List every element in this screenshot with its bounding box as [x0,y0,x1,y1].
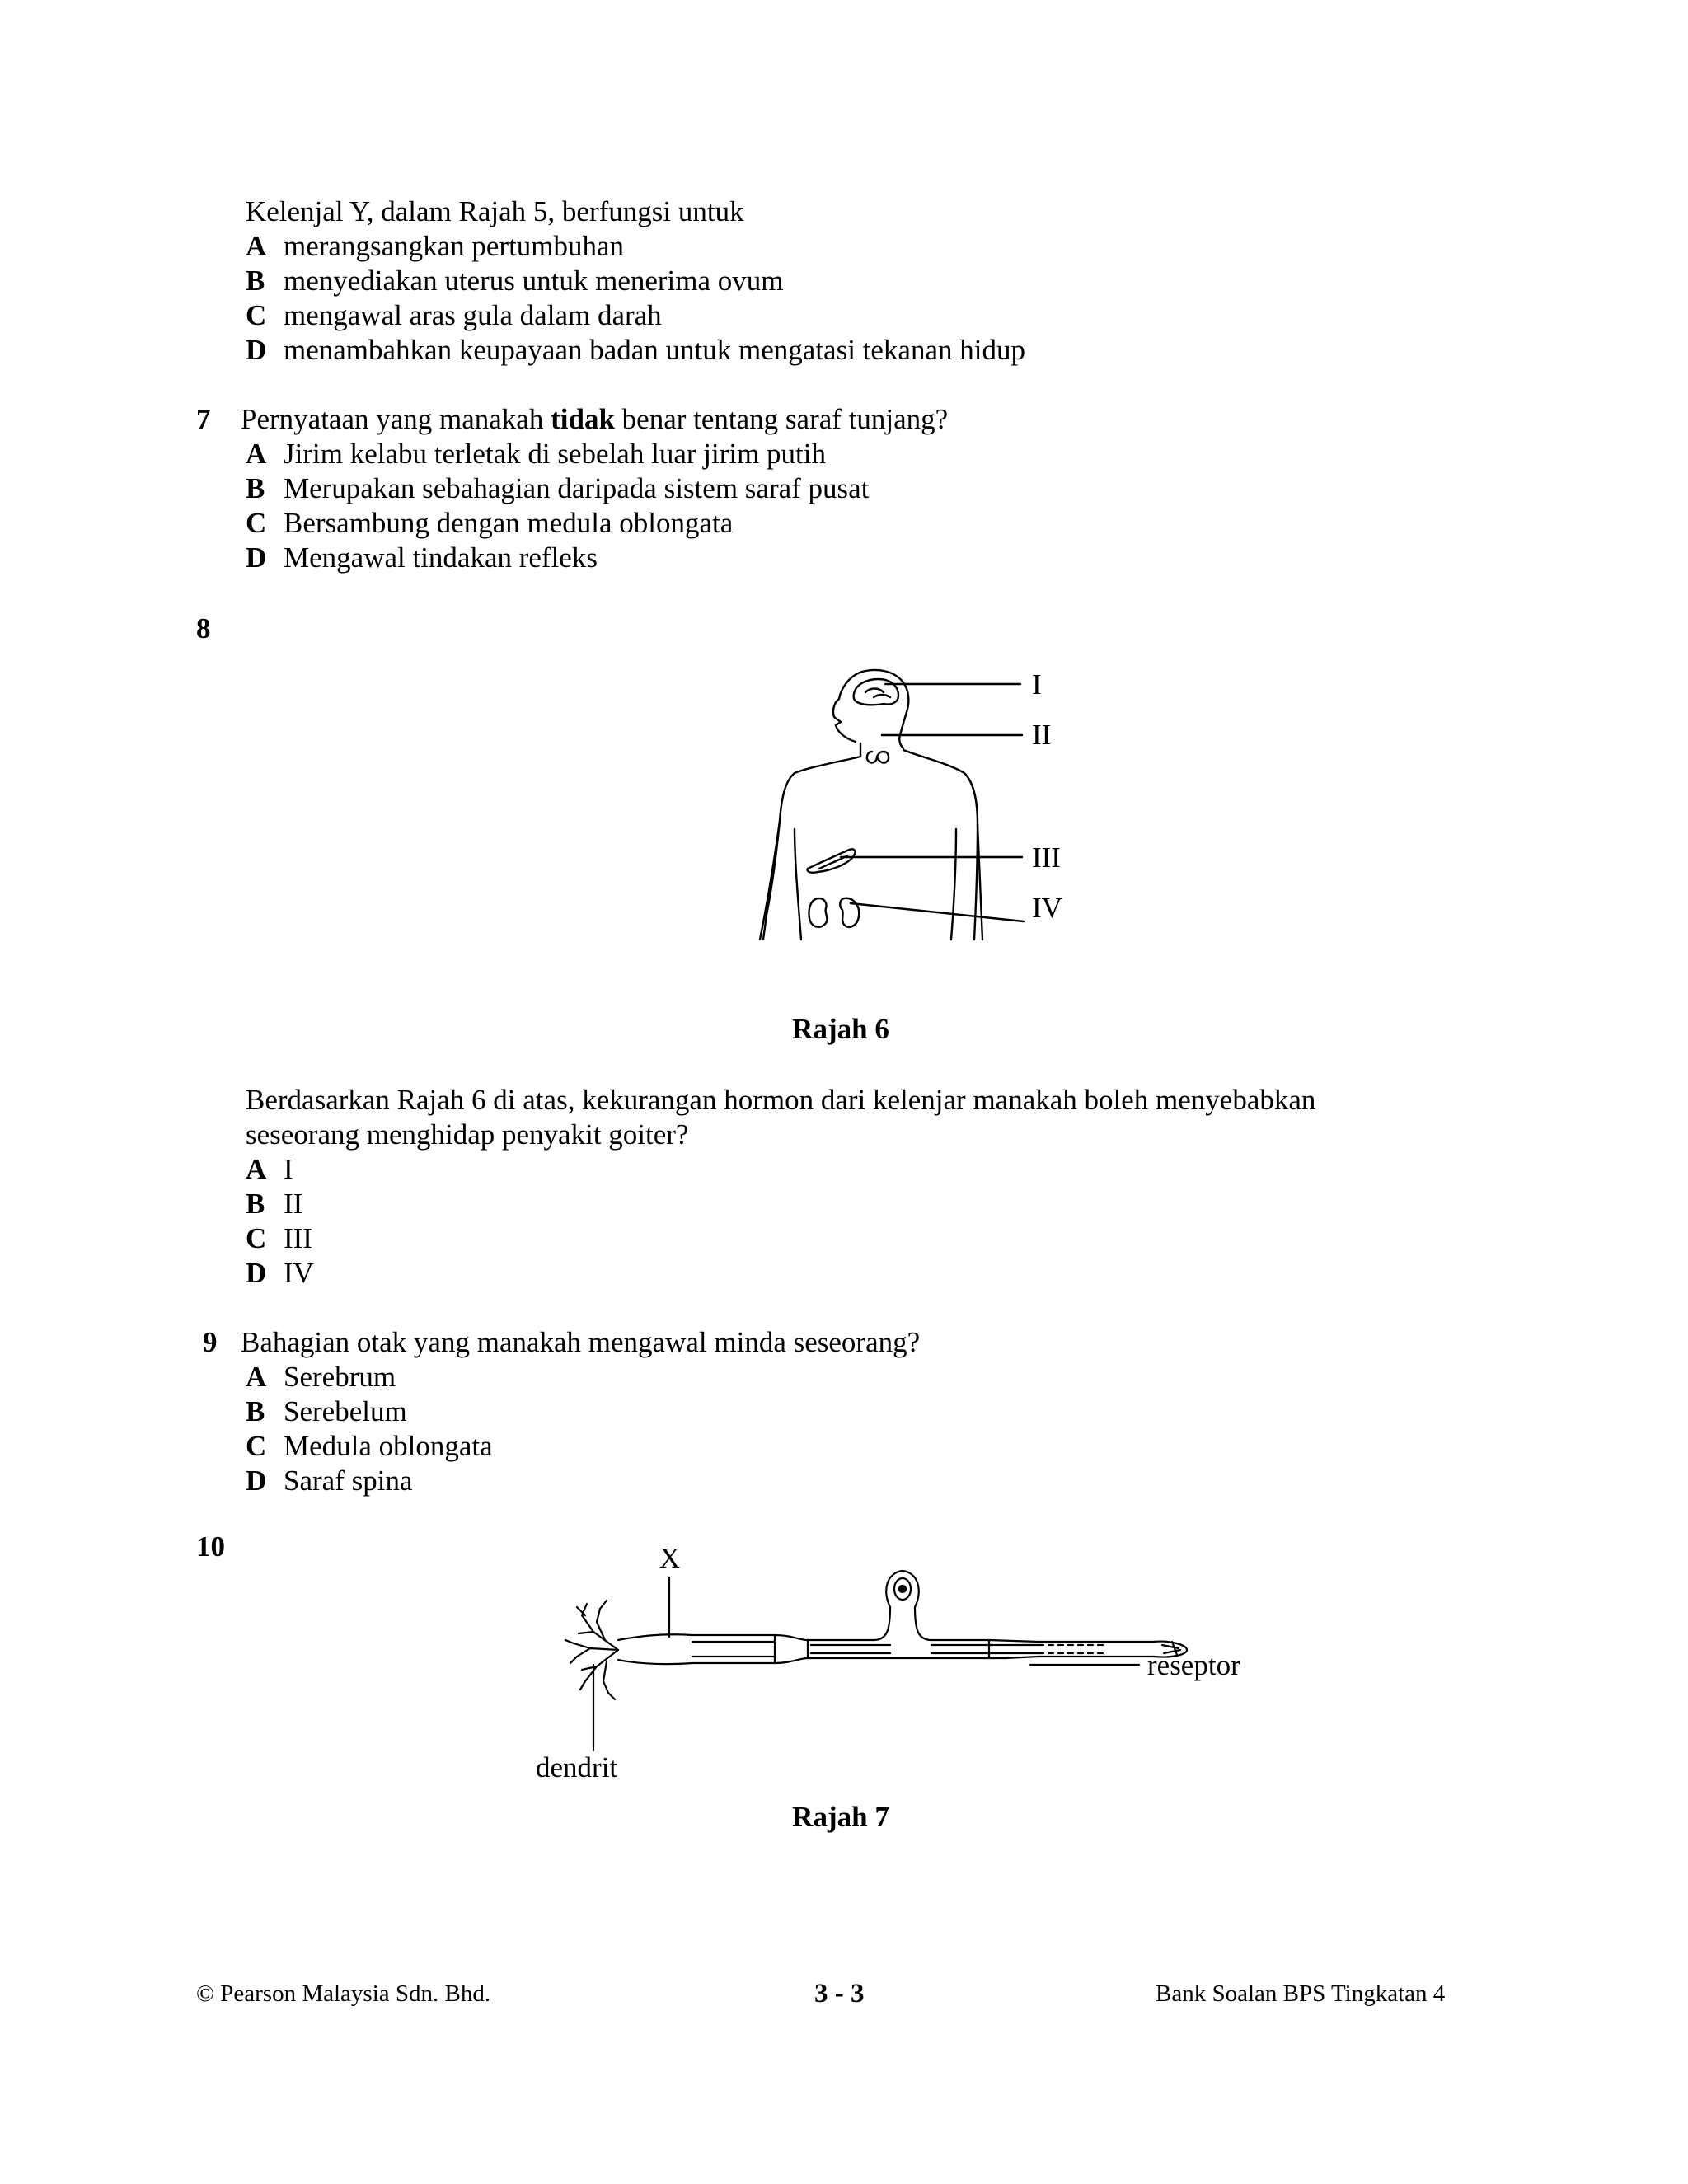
axon-upper-outline [618,1607,890,1640]
neuron-diagram [528,1525,1269,1797]
q8-option-b: B II [246,1188,303,1220]
q9-option-b: B Serebelum [246,1395,407,1427]
footer-page-number: 3 - 3 [814,1979,865,2008]
q6-option-a: A merangsangkan pertumbuhan [246,230,625,262]
label-i: I [1032,668,1042,701]
torso-left [763,757,860,940]
q6-option-b: B menyediakan uterus untuk menerima ovum [246,265,784,297]
torso-right [903,750,982,940]
footer-book-title: Bank Soalan BPS Tingkatan 4 [1156,1980,1446,2007]
label-iv: IV [1032,892,1062,924]
q9-option-d: D Saraf spina [246,1465,413,1497]
q6-option-c: C mengawal aras gula dalam darah [246,299,662,331]
q7-option-d: D Mengawal tindakan refleks [246,541,598,574]
q8-stem-line2: seseorang menghidap penyakit goiter? [246,1118,689,1151]
q7-number: 7 [196,403,211,435]
q9-option-c: C Medula oblongata [246,1430,493,1462]
q8-option-a: A I [246,1153,293,1185]
q8-option-d: D IV [246,1257,314,1289]
dashed-axon-segment [1039,1645,1104,1653]
q7-option-c: C Bersambung dengan medula oblongata [246,507,734,539]
q6-stem: Kelenjal Y, dalam Rajah 5, berfungsi untuk [246,195,744,227]
q9-stem: Bahagian otak yang manakah mengawal minda seseorang? [241,1326,921,1358]
q9-option-a: A Serebrum [246,1361,396,1393]
label-dendrite: dendrit [536,1751,618,1783]
q7-option-a: A Jirim kelabu terletak di sebelah luar jirim putih [246,438,827,470]
endocrine-body-diagram [709,659,1088,956]
pancreas-shape [808,849,856,872]
q9-number: 9 [203,1326,218,1358]
label-iii: III [1032,841,1061,874]
dendrite-branches [565,1601,618,1699]
leader-line-iv [851,903,1024,921]
label-receptor: reseptor [1147,1649,1240,1681]
label-x: X [659,1542,681,1574]
q7-stem-emphasis: tidak [551,403,615,435]
q7-stem: Pernyataan yang manakah tidak benar tentang saraf tunjang? [241,403,949,435]
footer-copyright: © Pearson Malaysia Sdn. Bhd. [196,1980,491,2007]
q8-option-c: C III [246,1222,312,1254]
brain-shape [854,679,898,705]
kidney-right [840,898,859,927]
q8-stem-line1: Berdasarkan Rajah 6 di atas, kekurangan hormon dari kelenjar manakah boleh menyebabkan [246,1084,1316,1116]
figure-caption-rajah-6: Rajah 6 [792,1013,889,1045]
label-ii: II [1032,719,1052,751]
q8-number: 8 [196,612,211,644]
q6-option-d: D menambahkan keupayaan badan untuk mengatasi tekanan hidup [246,334,1025,366]
kidney-left [809,898,828,927]
q7-option-b: B Merupakan sebahagian daripada sistem saraf pusat [246,472,870,504]
head-outline [833,670,908,748]
figure-caption-rajah-7: Rajah 7 [792,1801,889,1833]
q10-number: 10 [196,1530,225,1563]
